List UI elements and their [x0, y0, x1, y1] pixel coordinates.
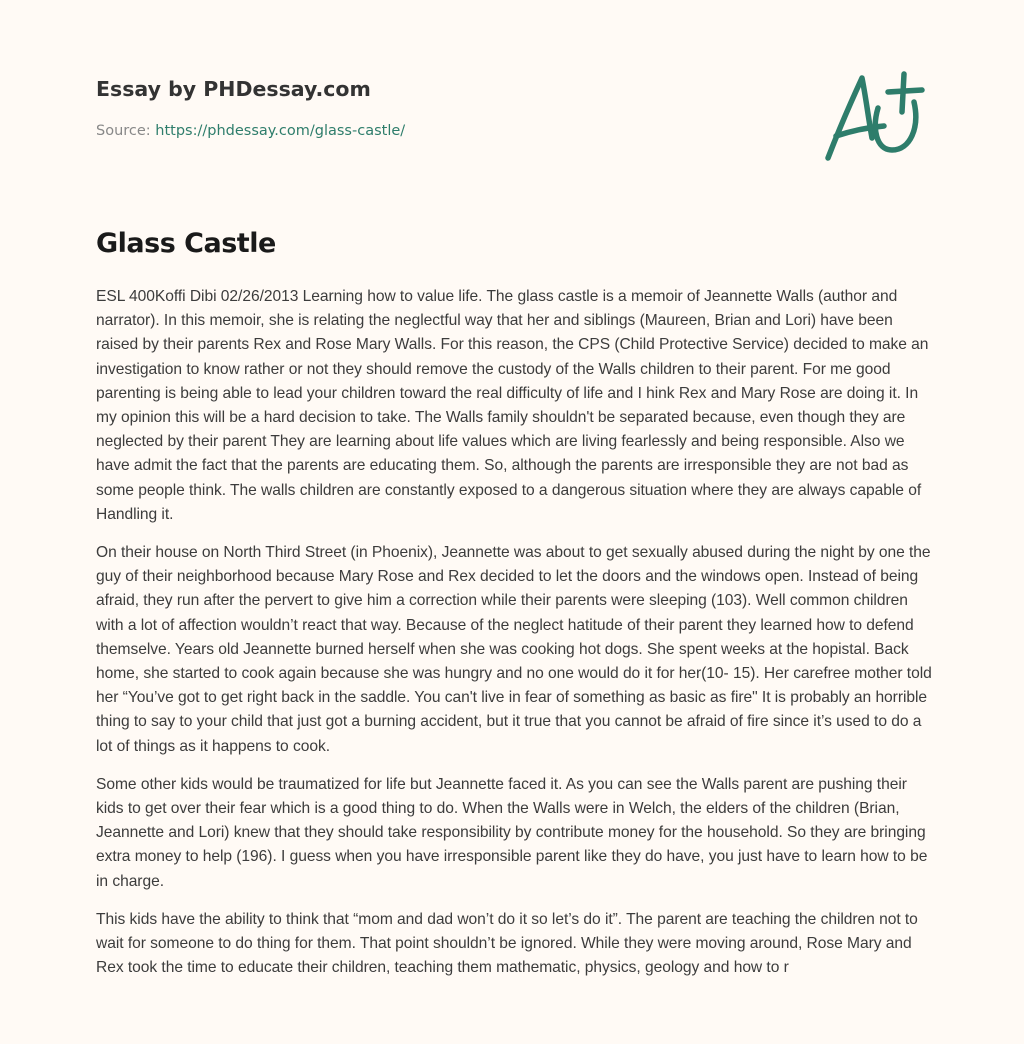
source-label: Source: [96, 123, 156, 139]
essay-paragraph: This kids have the ability to think that “mom and dad won’t do it so let’s do it”. The parent are teaching the children not to wait for someone to do thing for them. That point shouldn’t be ignored. While they were moving around, Rose Mary and Rex took the time to educate their children, teaching them mathematic, physics, geology and how to r [96, 910, 918, 977]
brand-title: Essay by PHDessay.com [96, 77, 371, 101]
essay-paragraph: Some other kids would be traumatized for life but Jeannette faced it. As you can see the Walls parent are pushing their kids to get over their fear which is a good thing to do. When the Walls were in Welch, the elders of the children (Brian, Jeannette and Lori) knew that they should take responsibility by contribute money for the household. So they are bringing extra money to help (196). I guess when you have irresponsible parent like they do have, you just have to learn how to be in charge. [96, 775, 928, 890]
source-link[interactable]: https://phdessay.com/glass-castle/ [155, 123, 406, 139]
page-header [96, 74, 936, 141]
source-line [96, 121, 936, 141]
essay-paragraph: ESL 400Koffi Dibi 02/26/2013 Learning how to value life. The glass castle is a memoir of Jeannette Walls (author and narrator). In this memoir, she is relating the neglectful way that her and siblings (Maureen, Brian and Lori) have been raised by their parents Rex and Rose Mary Walls. For this reason, the CPS (Child Protective Service) decided to make an investigation to know rather or not they should remove the custody of the Walls children to their parent. For me good parenting is being able to lead your children toward the real difficulty of life and I hink Rex and Mary Rose are doing it. In my opinion this will be a hard decision to take. The Walls family shouldn't be separated because, even though they are neglected by their parent They are learning about life values which are living fearlessly and being responsible. Also we have admit the fact that the parents are educating them. So, although the parents are irresponsible they are not bad as some people think. The walls children are constantly exposed to a dangerous situation where they are always capable of Handling it. [96, 288, 929, 523]
essay-body [96, 285, 934, 994]
essay-paragraph: On their house on North Third Street (in Phoenix), Jeannette was about to get sexually abused during the night by one the guy of their neighborhood because Mary Rose and Rex decided to let the doors and the windows open. Instead of being afraid, they run after the pervert to give him a correction while their parents were sleeping (103). Well common children with a lot of affection wouldn’t react that way. Because of the neglect hatitude of their parent they learned how to defend themselve. Years old Jeannette burned herself when she was cooking hot dogs. She spent weeks at the hopistal. Back home, she started to cook again because she was hungry and no one would do it for her(10- 15). Her carefree mother told her “You’ve got to get right back in the saddle. You can't live in fear of something as basic as fire" It is probably an horrible thing to say to your child that just got a burning accident, but it true that you cannot be afraid of fire since it’s used to do a lot of things as it happens to cook. [96, 544, 932, 755]
a-plus-grade-icon [822, 68, 930, 164]
document-title: Glass Castle [96, 228, 276, 259]
